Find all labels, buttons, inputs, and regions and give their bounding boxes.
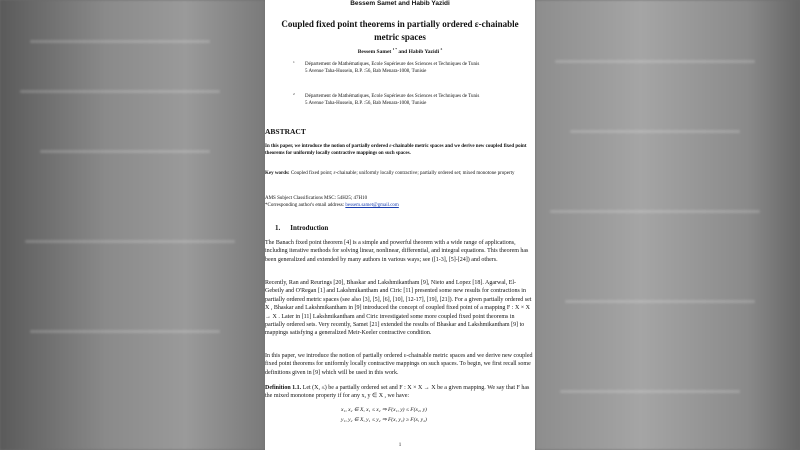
definition-text: Let (X, ≤) be a partially ordered set and F : X × X → X be a given mapping. We say that F has the mixed monotone property if for any x, y ∈ X , we have: [265,385,530,400]
affiliation-1 [293,61,523,75]
author-line [265,47,535,55]
section-title: Introduction [290,224,329,232]
running-head: Bessem Samet and Habib Yazidi [350,0,450,7]
corresponding-author [265,202,533,209]
document-page [265,0,535,450]
affiliation-line: Département de Mathématiques, Ecole Supérieure des Sciences et Techniques de Tunis [305,62,480,67]
author-2: Habib Yazidi [408,49,440,55]
abstract-heading: ABSTRACT [265,127,306,136]
paper-title: Coupled fixed point theorems in partially ordered ε-chainable metric spaces [281,19,519,42]
author-conjunction: and [398,49,408,55]
math-line-1: x₁, x₂ ∈ X, x₁ ≤ x₂ ⇒ F(x₁, y) ≤ F(x₂, y) [341,407,427,413]
affiliation-number: 2 [293,92,295,96]
affiliation-number: 1 [293,60,295,64]
page-number: 1 [398,443,402,448]
section-heading [275,224,328,232]
background-right [535,0,800,450]
abstract-text: In this paper, we introduce the notion of partially ordered ε-chainable metric spaces and we derive new coupled fixed point theorems for uniformly locally contractive mappings on such spaces. [265,144,527,156]
keywords-text: Coupled fixed point; ε-chainable; uniformly locally contractive; partially ordered set; mixed monotone property [290,171,515,176]
section-number: 1. [275,224,281,232]
msc-classification: AMS Subject Classifications MSC: 54H25; 47H10 [265,196,368,201]
author-2-marker: 2 [440,47,443,51]
definition-block [265,384,535,401]
math-line-2: y₁, y₂ ∈ X, y₁ ≤ y₂ ⇒ F(x, y₁) ≥ F(x, y₂) [341,417,427,423]
affiliation-line: 5 Avenue Taha-Hussein, B.P. :56, Bab Menara-1008, Tunisie [305,69,427,74]
affiliation-line: Département de Mathématiques, Ecole Supérieure des Sciences et Techniques de Tunis [305,94,480,99]
affiliation-line: 5 Avenue Taha-Hussein, B.P. :56, Bab Menara-1008, Tunisie [305,101,427,106]
author-1: Bessem Samet [357,49,392,55]
email-link[interactable]: bessem.samet@gmail.com [345,203,399,208]
paragraph-2: Recently, Ran and Reurings [20], Bhaskar and Lakshmikantham [9], Nieto and Lopez [18]. Agarwal, El-Gebeily and O'Regan [1] and Lakshmikantham and Ciric [11] presented some new results for contractions in partially ordered metric spaces (see also [3], [5], [6], [10], [12-17], [19], [21]). For a given partially ordered set X , Bhaskar and Lakshmikantham in [9] introduced the concept of coupled fixed point of a mapping F : X × X → X . Later in [11] Lakshmikantham and Ciric investigated some more coupled fixed point theorems in partially ordered sets. Very recently, Samet [21] extended the results of Bhaskar and Lakshmikantham [9] to mappings satisfying a generalized Meir-Keeler contractive condition. [265,280,532,337]
paragraph-3: In this paper, we introduce the notion of partially ordered ε-chainable metric spaces and we derive new coupled fixed point theorems for uniformly locally contractive mappings on such spaces. To begin, we first recall some definitions given in [9] which will be used in this work. [265,353,533,376]
paragraph-1: The Banach fixed point theorem [4] is a simple and powerful theorem with a wide range of applications, including iterative methods for solving linear, nonlinear, differential, and integral equations. This theorem has been generalized and extended by many authors in various ways; see ([1-3], [5]-[24]) and others. [265,240,529,263]
keywords-label: Key words: [265,171,290,176]
msc-block [265,195,533,209]
keywords [265,170,527,177]
background-left [0,0,265,450]
definition-label: Definition 1.1. [265,385,302,391]
affiliation-2 [293,93,523,107]
corresponding-label: *Corresponding author's email address: [265,203,345,208]
author-1-marker: 1 * [392,47,397,51]
